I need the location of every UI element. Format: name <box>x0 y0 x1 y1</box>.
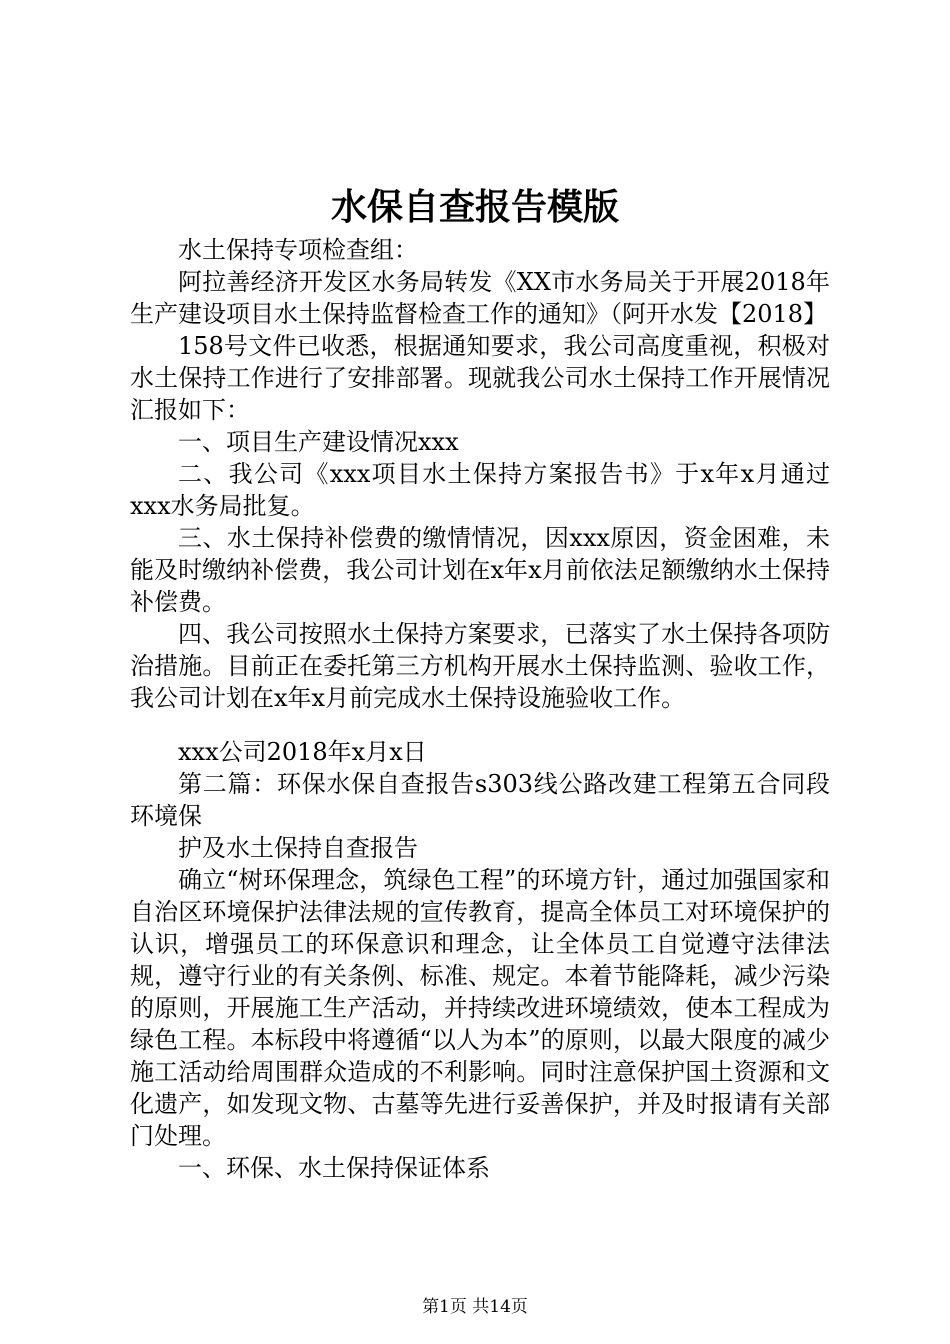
section-heading: 第二篇：环保水保自查报告s303线公路改建工程第五合同段环境保 <box>130 770 830 830</box>
page-footer: 第1页 共14页 <box>422 1297 528 1317</box>
section-heading: 一、环保、水土保持保证体系 <box>178 1154 490 1182</box>
body-paragraph: 阿拉善经济开发区水务局转发《XX市水务局关于开展2018年生产建设项目水土保持监督检查工作的通知》（阿开水发【2018】 <box>130 268 830 328</box>
document-body <box>130 234 830 1184</box>
body-paragraph: 二、我公司《xxx项目水土保持方案报告书》于x年x月通过xxx水务局批复。 <box>130 460 830 520</box>
body-paragraph: 一、项目生产建设情况xxx <box>178 428 459 456</box>
body-paragraph: 确立“树环保理念，筑绿色工程”的环境方针，通过加强国家和自治区环境保护法律法规的宣传教育，提高全体员工对环境保护的认识，增强员工的环保意识和理念，让全体员工自觉遵守法律法规，遵守行业的有关条例、标准、规定。本着节能降耗，减少污染的原则，开展施工生产活动，并持续改进环境绩效，使本工程成为绿色工程。本标段中将遵循“以人为本”的原则，以最大限度的减少施工活动给周围群众造成的不利影响。同时注意保护国土资源和文化遗产，如发现文物、古墓等先进行妥善保护，并及时报请有关部门处理。 <box>130 866 830 1150</box>
body-paragraph: 四、我公司按照水土保持方案要求，已落实了水土保持各项防治措施。目前正在委托第三方机构开展水土保持监测、验收工作，我公司计划在x年x月前完成水土保持设施验收工作。 <box>130 620 830 712</box>
salutation-paragraph: 水土保持专项检查组： <box>178 236 418 264</box>
section-heading: 护及水土保持自查报告 <box>178 834 418 862</box>
body-paragraph: 158号文件已收悉，根据通知要求，我公司高度重视，积极对水土保持工作进行了安排部署。现就我公司水土保持工作开展情况汇报如下： <box>130 332 830 424</box>
signature-date: xxx公司2018年x月x日 <box>178 738 427 766</box>
body-paragraph: 三、水土保持补偿费的缴情情况，因xxx原因，资金困难，未能及时缴纳补偿费，我公司计划在x年x月前依法足额缴纳水土保持补偿费。 <box>130 524 830 616</box>
document-title: 水保自查报告模版 <box>330 187 619 228</box>
